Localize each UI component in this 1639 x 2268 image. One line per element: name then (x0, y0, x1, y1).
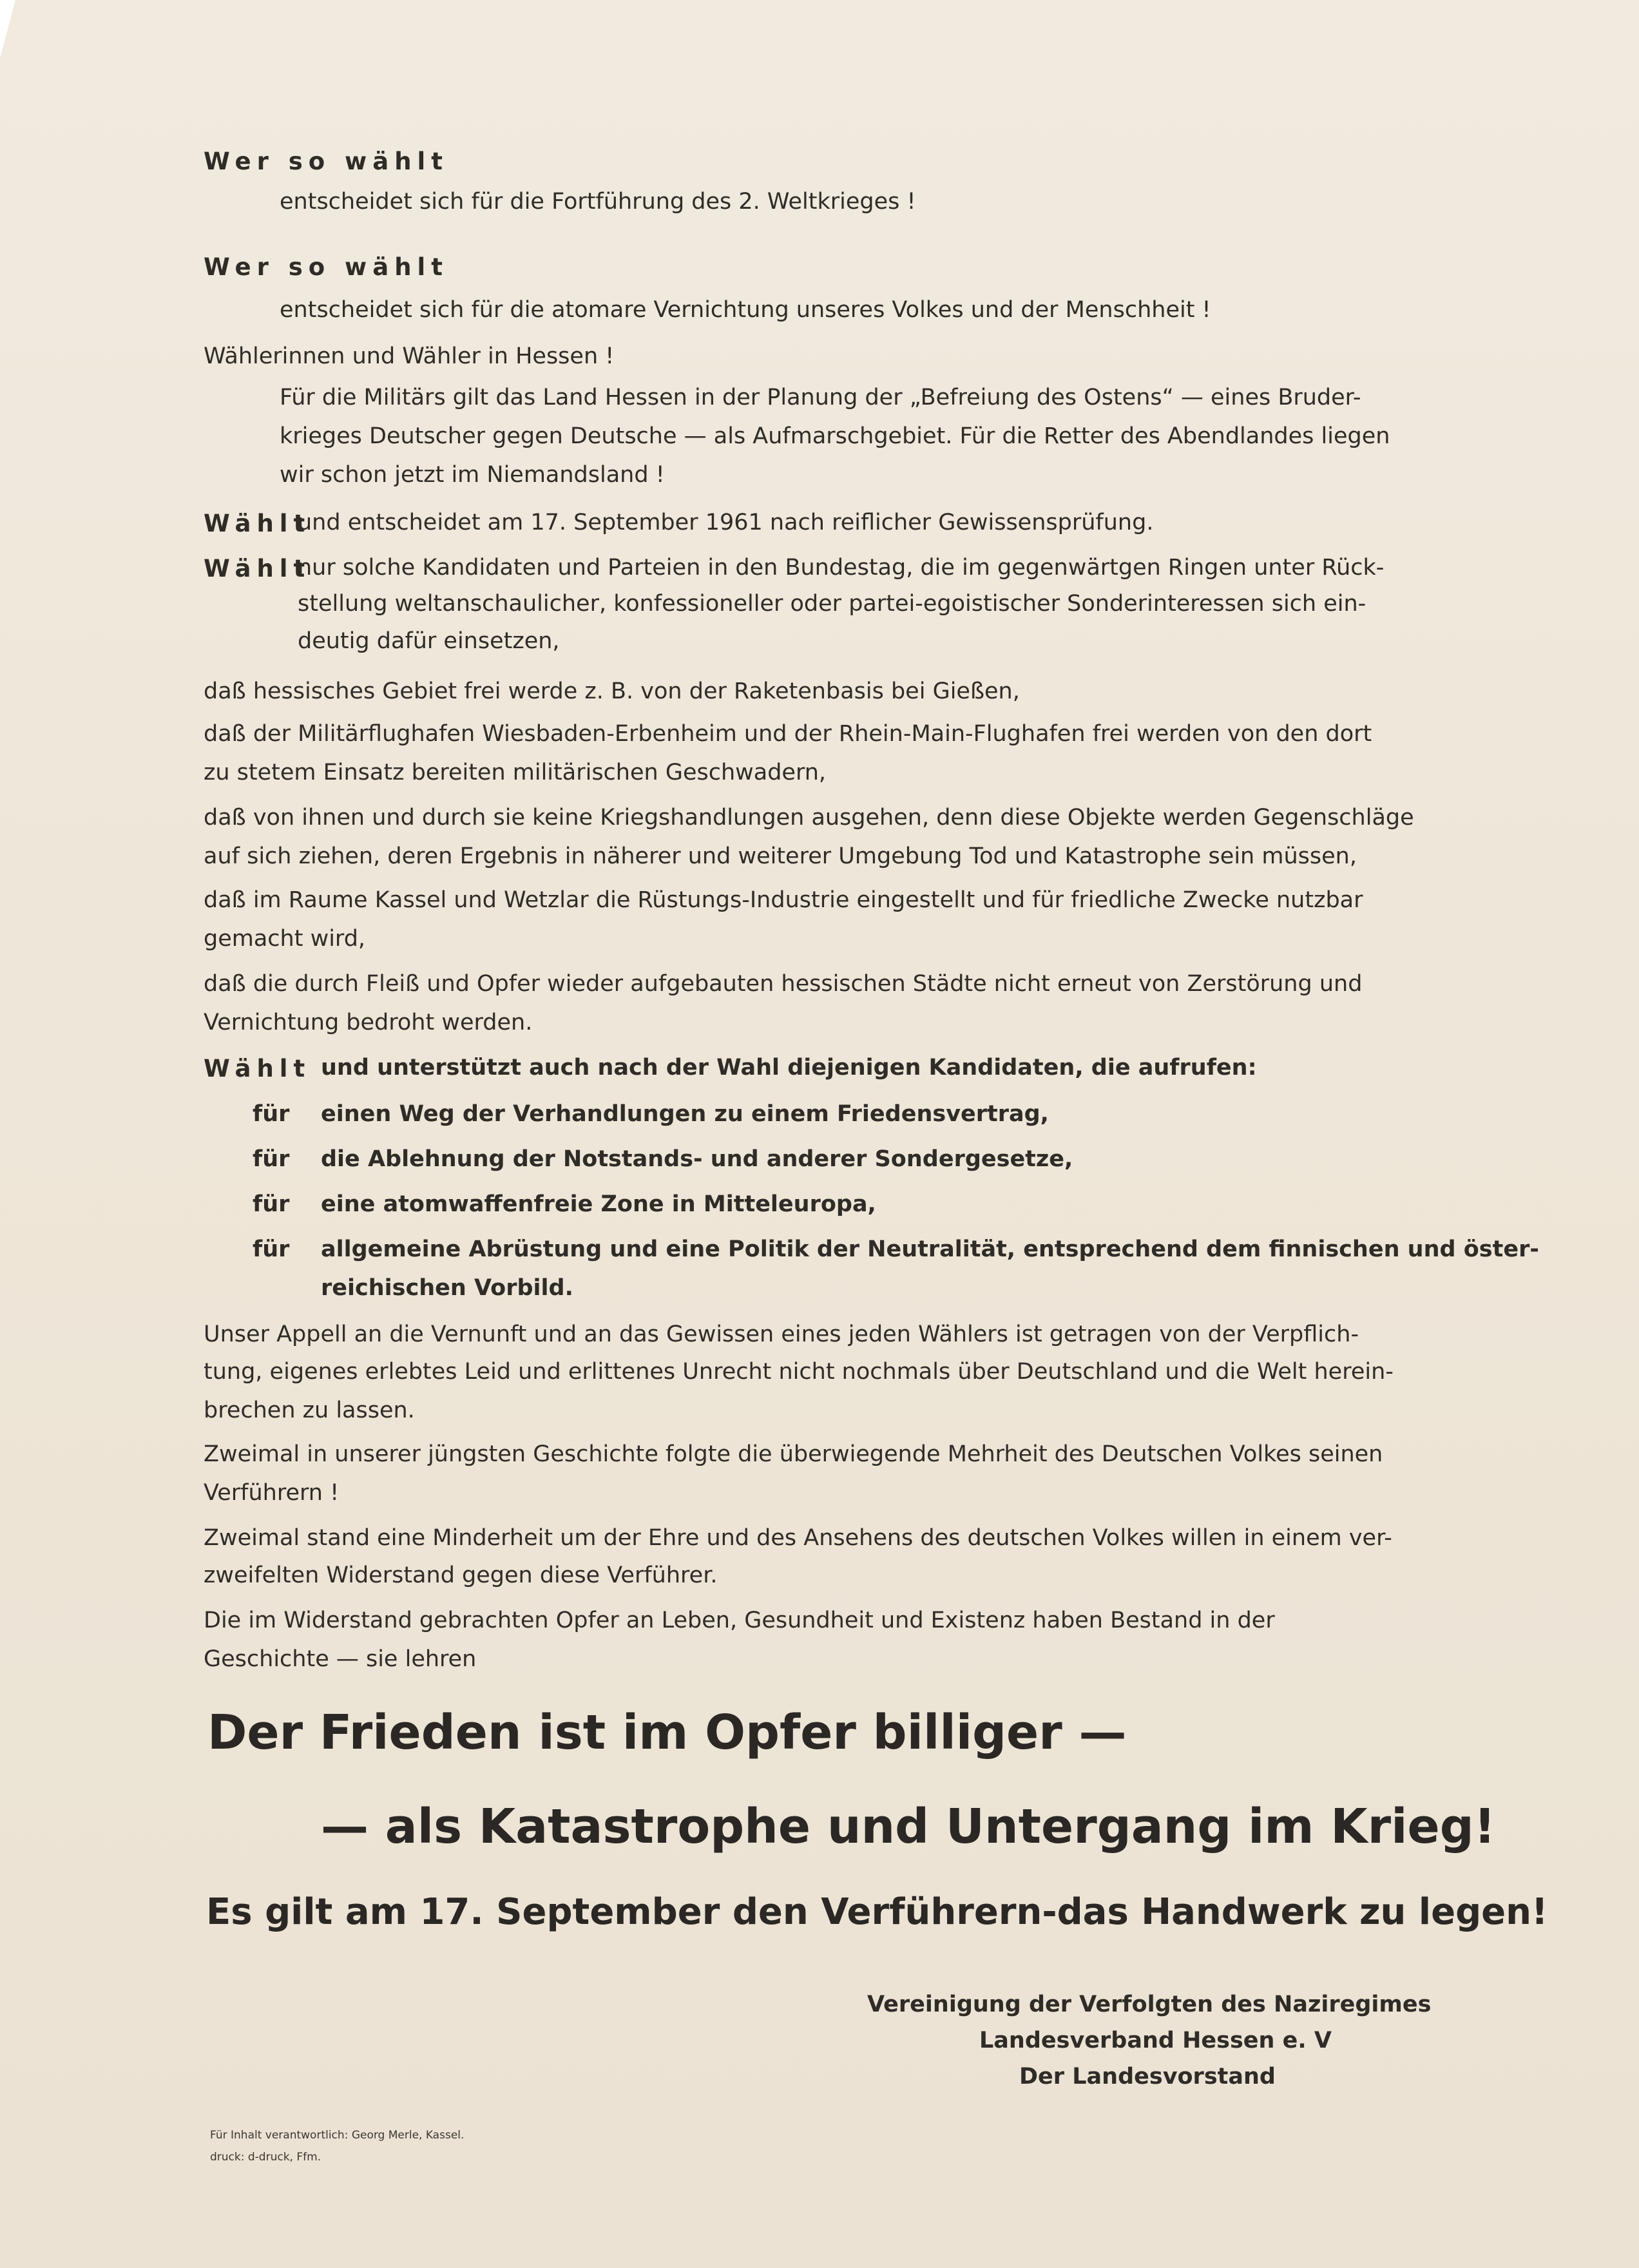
demand-item: allgemeine Abrüstung und eine Politik der Neutralität, entsprechend dem finnischen und öster- (321, 1236, 1539, 1262)
demand-item: reichischen Vorbild. (321, 1275, 573, 1301)
text-line: brechen zu lassen. (204, 1398, 415, 1423)
keyword-waehlt: Wählt (204, 555, 311, 582)
text-line: nur solche Kandidaten und Parteien in den Bundestag, die im gegenwärtgen Ringen unter Rück- (298, 555, 1385, 581)
list-marker-fuer: für (253, 1146, 290, 1172)
text-line: Vernichtung bedroht werden. (204, 1010, 533, 1035)
imprint-printer: druck: d-druck, Ffm. (210, 2151, 321, 2164)
keyword-waehlt: Wählt (204, 510, 311, 537)
text-line: daß im Raume Kassel und Wetzlar die Rüstungs-Industrie eingestellt und für friedliche Zwecke nutzbar (204, 887, 1363, 913)
slogan-line-1: Der Frieden ist im Opfer billiger — (207, 1705, 1127, 1760)
text-line: Zweimal in unserer jüngsten Geschichte folgte die überwiegende Mehrheit des Deutschen Volkes seinen (204, 1441, 1383, 1467)
text-line: tung, eigenes erlebtes Leid und erlittenes Unrecht nicht nochmals über Deutschland und die Welt herein- (204, 1359, 1394, 1385)
demand-item: die Ablehnung der Notstands- und anderer Sondergesetze, (321, 1146, 1073, 1172)
demand-item: eine atomwaffenfreie Zone in Mitteleuropa, (321, 1191, 876, 1217)
text-line: Verführern ! (204, 1480, 340, 1506)
text-line: entscheidet sich für die atomare Vernichtung unseres Volkes und der Menschheit ! (280, 297, 1211, 323)
text-line: Für die Militärs gilt das Land Hessen in der Planung der „Befreiung des Ostens“ — eines Bruder- (280, 385, 1361, 410)
signature-board: Der Landesvorstand (1019, 2064, 1276, 2090)
slogan-line-2: — als Katastrophe und Untergang im Krieg! (321, 1799, 1496, 1854)
heading-wer-so-waehlt-2: Wer so wählt (204, 253, 448, 281)
text-line: daß die durch Fleiß und Opfer wieder aufgebauten hessischen Städte nicht erneut von Zerstörung und (204, 971, 1363, 997)
text-line: daß der Militärflughafen Wiesbaden-Erbenheim und der Rhein-Main-Flughafen frei werden von den dort (204, 721, 1372, 747)
text-line: gemacht wird, (204, 926, 366, 952)
text-line: daß von ihnen und durch sie keine Kriegshandlungen ausgehen, denn diese Objekte werden Gegenschläge (204, 805, 1414, 831)
text-line: auf sich ziehen, deren Ergebnis in näherer und weiterer Umgebung Tod und Katastrophe sein müssen, (204, 843, 1357, 869)
text-line: zweifelten Widerstand gegen diese Verführer. (204, 1562, 718, 1588)
text-line: und entscheidet am 17. September 1961 nach reiflicher Gewissensprüfung. (298, 510, 1154, 535)
text-line: zu stetem Einsatz bereiten militärischen Geschwadern, (204, 760, 827, 785)
list-marker-fuer: für (253, 1236, 290, 1262)
text-line: Zweimal stand eine Minderheit um der Ehre und des Ansehens des deutschen Volkes willen in einem ver- (204, 1525, 1392, 1551)
heading-wer-so-waehlt-1: Wer so wählt (204, 148, 448, 175)
text-line-bold: und unterstützt auch nach der Wahl diejenigen Kandidaten, die aufrufen: (321, 1055, 1257, 1081)
text-line: Wählerinnen und Wähler in Hessen ! (204, 343, 615, 369)
demand-item: einen Weg der Verhandlungen zu einem Friedensvertrag, (321, 1101, 1049, 1127)
slogan-line-3: Es gilt am 17. September den Verführern-das Handwerk zu legen! (206, 1891, 1548, 1933)
text-line: Geschichte — sie lehren (204, 1646, 477, 1672)
text-line: krieges Deutscher gegen Deutsche — als Aufmarschgebiet. Für die Retter des Abendlandes liegen (280, 423, 1390, 449)
keyword-waehlt: Wählt (204, 1055, 311, 1082)
text-line: Unser Appell an die Vernunft und an das Gewissen eines jeden Wählers ist getragen von der Verpflich- (204, 1321, 1359, 1347)
signature-association: Landesverband Hessen e. V (979, 2028, 1332, 2053)
text-line: Die im Widerstand gebrachten Opfer an Leben, Gesundheit und Existenz haben Bestand in der (204, 1608, 1275, 1633)
text-line: daß hessisches Gebiet frei werde z. B. von der Raketenbasis bei Gießen, (204, 678, 1020, 704)
torn-corner (0, 0, 15, 58)
text-line: stellung weltanschaulicher, konfessioneller oder partei-egoistischer Sonderinteressen sich ein- (298, 591, 1366, 617)
signature-organization: Vereinigung der Verfolgten des Naziregimes (867, 1992, 1432, 2017)
text-line: wir schon jetzt im Niemandsland ! (280, 462, 665, 488)
text-line: entscheidet sich für die Fortführung des 2. Weltkrieges ! (280, 189, 916, 215)
imprint-responsible: Für Inhalt verantwortlich: Georg Merle, Kassel. (210, 2129, 465, 2142)
text-line: deutig dafür einsetzen, (298, 628, 560, 654)
list-marker-fuer: für (253, 1101, 290, 1127)
list-marker-fuer: für (253, 1191, 290, 1217)
